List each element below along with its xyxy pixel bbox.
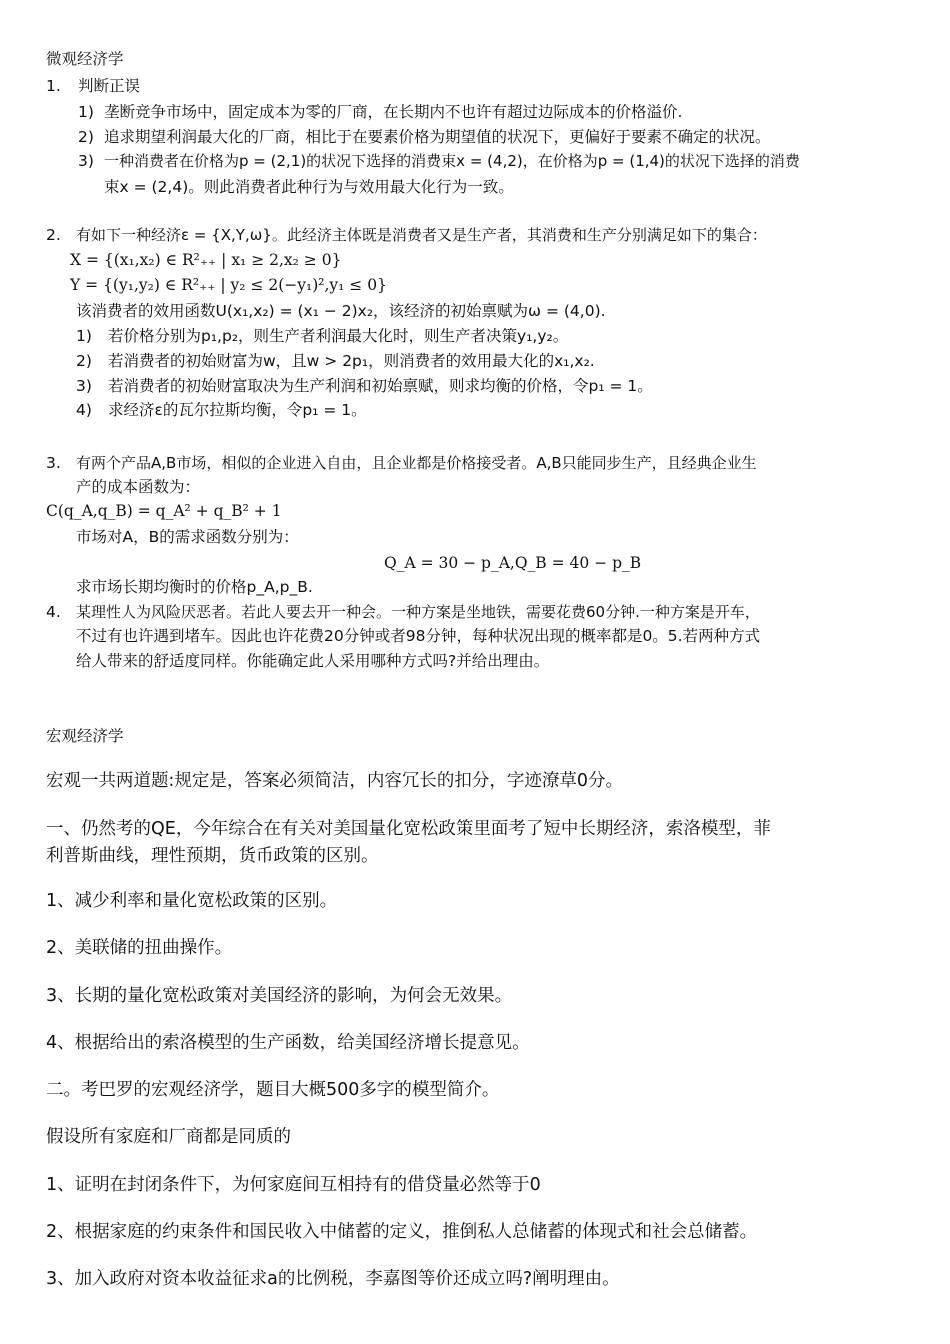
q1-item-3-line-2: 束x = (2,4)。则此消费者此种行为与效用最大化行为一致。 xyxy=(104,178,514,196)
q1-number: 1. xyxy=(46,77,61,95)
q2-item-2-text: 若消费者的初始财富为w，且w > 2p₁，则消费者的效用最大化的x₁,x₂. xyxy=(108,352,595,370)
q1-item-1-text: 垄断竞争市场中，固定成本为零的厂商，在长期内不也许有超过边际成本的价格溢价. xyxy=(104,103,683,121)
q2-item-1-text: 若价格分别为p₁,p₂，则生产者利润最大化时，则生产者决策y₁,y₂。 xyxy=(108,327,569,345)
q1-item-1-number: 1) xyxy=(78,103,94,121)
q3-ask: 求市场长期均衡时的价格p_A,p_B. xyxy=(76,578,313,596)
q3-demand-intro: 市场对A，B的需求函数分别为： xyxy=(76,528,299,546)
macro-part1-line-2: 利普斯曲线，理性预期，货币政策的区别。 xyxy=(46,846,379,866)
macro-part2-item-3: 3、加入政府对资本收益征求a的比例税，李嘉图等价还成立吗?阐明理由。 xyxy=(46,1269,620,1289)
q1-item-3-line-1: 一种消费者在价格为p = (2,1)的状况下选择的消费束x = (4,2)，在价格为p = (1,4)的状况下选择的消费 xyxy=(104,152,800,170)
q2-set-y: Y = {(y₁,y₂) ∈ R²₊₊ | y₂ ≤ 2(−y₁)²,y₁ ≤ 0} xyxy=(70,276,387,294)
macro-part2-assumption: 假设所有家庭和厂商都是同质的 xyxy=(46,1127,291,1147)
q2-intro: 有如下一种经济ε = {X,Y,ω}。此经济主体既是消费者又是生产者，其消费和生产分别满足如下的集合： xyxy=(76,226,767,244)
macro-part2-heading: 二。考巴罗的宏观经济学，题目大概500多字的模型简介。 xyxy=(46,1080,500,1100)
q2-item-3-number: 3) xyxy=(76,377,92,395)
q3-demand-functions: Q_A = 30 − p_A,Q_B = 40 − p_B xyxy=(384,554,642,572)
q1-title: 判断正误 xyxy=(78,77,141,95)
q2-item-1-number: 1) xyxy=(76,327,92,345)
macro-title: 宏观经济学 xyxy=(46,727,124,745)
q1-item-2-number: 2) xyxy=(78,128,94,146)
q4-line-2: 不过有也许遇到堵车。因此也许花费20分钟或者98分钟，每种状况出现的概率都是0。5.若两种方式 xyxy=(76,627,761,645)
q2-set-x: X = {(x₁,x₂) ∈ R²₊₊ | x₁ ≥ 2,x₂ ≥ 0} xyxy=(70,251,342,269)
q4-line-1: 某理性人为风险厌恶者。若此人要去开一种会。一种方案是坐地铁，需要花费60分钟.一种方案是开车， xyxy=(76,603,760,621)
q4-line-3: 给人带来的舒适度同样。你能确定此人采用哪种方式吗?并给出理由。 xyxy=(76,652,550,670)
q2-item-4-text: 求经济ε的瓦尔拉斯均衡，令p₁ = 1。 xyxy=(108,401,367,419)
macro-part1-line-1: 一、仍然考的QE，今年综合在有关对美国量化宽松政策里面考了短中长期经济，索洛模型，菲 xyxy=(46,819,771,839)
macro-part1-item-3: 3、长期的量化宽松政策对美国经济的影响，为何会无效果。 xyxy=(46,986,513,1006)
q2-utility: 该消费者的效用函数U(x₁,x₂) = (x₁ − 2)x₂，该经济的初始禀赋为ω = (4,0). xyxy=(76,302,606,320)
q3-number: 3. xyxy=(46,454,61,472)
q2-item-4-number: 4) xyxy=(76,401,92,419)
macro-part2-item-2: 2、根据家庭的约束条件和国民收入中储蓄的定义，推倒私人总储蓄的体现式和社会总储蓄。 xyxy=(46,1222,758,1242)
q2-number: 2. xyxy=(46,226,61,244)
macro-part1-item-4: 4、根据给出的索洛模型的生产函数，给美国经济增长提意见。 xyxy=(46,1033,530,1053)
macro-part1-item-1: 1、减少利率和量化宽松政策的区别。 xyxy=(46,891,338,911)
q3-line-1: 有两个产品A,B市场，相似的企业进入自由，且企业都是价格接受者。A,B只能同步生产，且经典企业生 xyxy=(76,454,757,472)
q2-item-3-text: 若消费者的初始财富取决为生产利润和初始禀赋，则求均衡的价格，令p₁ = 1。 xyxy=(108,377,653,395)
q2-item-2-number: 2) xyxy=(76,352,92,370)
macro-part1-item-2: 2、美联储的扭曲操作。 xyxy=(46,938,233,958)
macro-rules: 宏观一共两道题:规定是，答案必须简洁，内容冗长的扣分，字迹潦草0分。 xyxy=(46,771,624,791)
q4-number: 4. xyxy=(46,603,61,621)
q1-item-2-text: 追求期望利润最大化的厂商，相比于在要素价格为期望值的状况下，更偏好于要素不确定的状况。 xyxy=(104,128,771,146)
q3-line-2: 产的成本函数为： xyxy=(76,478,201,496)
micro-title: 微观经济学 xyxy=(46,50,124,68)
q1-item-3-number: 3) xyxy=(78,152,94,170)
q3-cost-function: C(q_A,q_B) = q_A² + q_B² + 1 xyxy=(46,502,282,520)
macro-part2-item-1: 1、证明在封闭条件下，为何家庭间互相持有的借贷量必然等于0 xyxy=(46,1175,541,1195)
